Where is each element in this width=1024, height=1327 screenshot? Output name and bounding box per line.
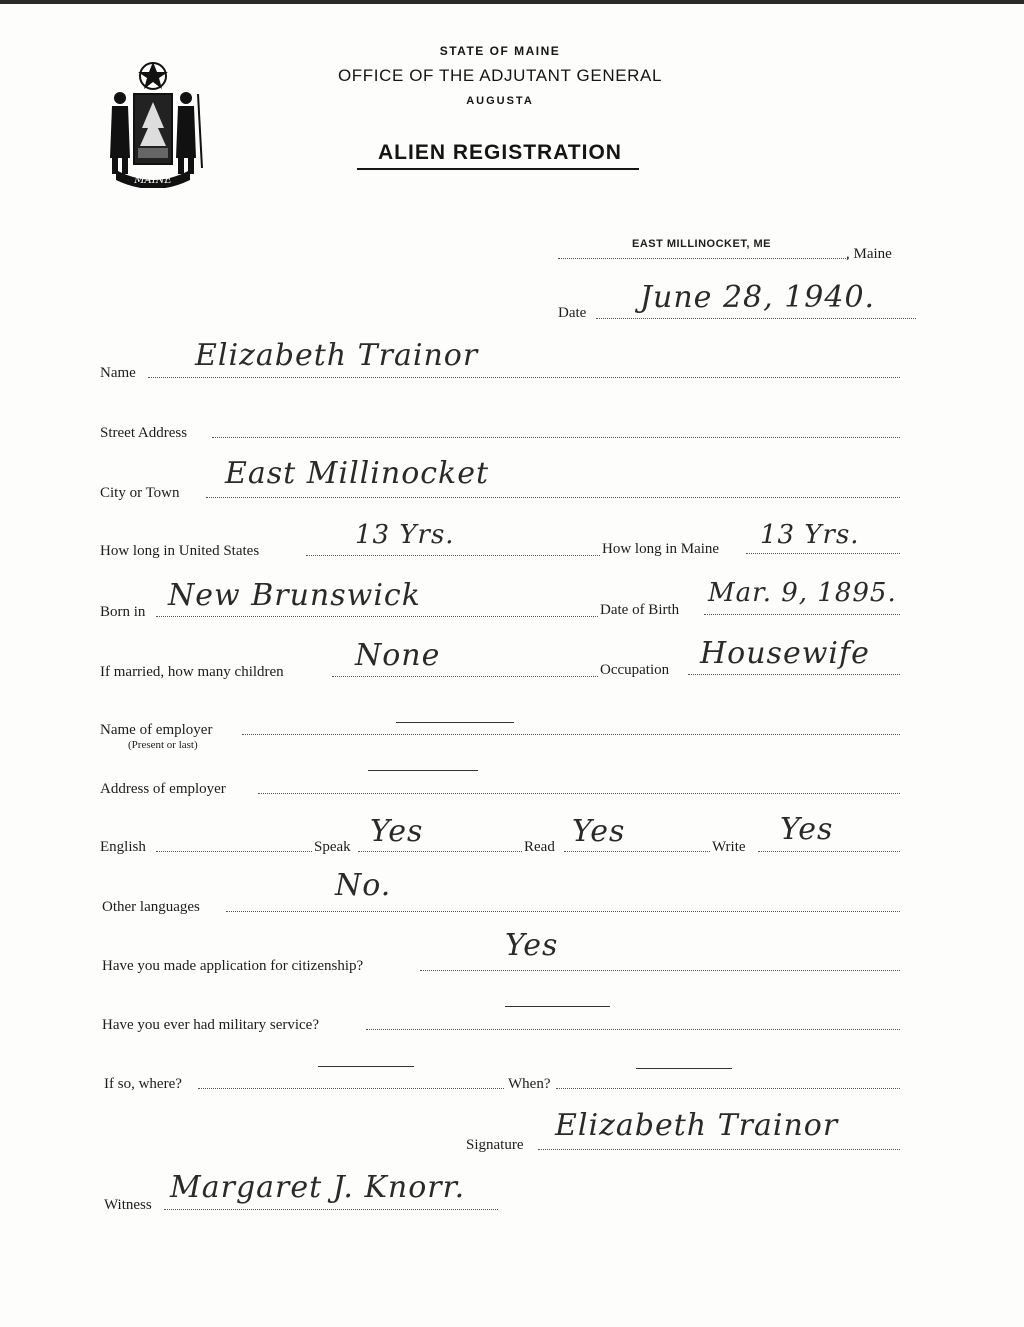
location-stamp: EAST MILLINOCKET, ME xyxy=(632,238,771,250)
signature-label: Signature xyxy=(466,1137,524,1153)
employer-name-line xyxy=(242,734,900,735)
other-languages-label: Other languages xyxy=(102,899,200,915)
read-line xyxy=(564,851,710,852)
date-value[interactable]: June 28, 1940. xyxy=(640,280,876,315)
street-label: Street Address xyxy=(100,425,188,441)
english-line xyxy=(156,851,312,852)
city-value[interactable]: East Millinocket xyxy=(225,456,490,491)
birth-date-value[interactable]: Mar. 9, 1895. xyxy=(708,578,897,608)
when-label: When? xyxy=(508,1076,551,1092)
occupation-value[interactable]: Housewife xyxy=(700,636,870,671)
maine-duration-value[interactable]: 13 Yrs. xyxy=(760,520,860,550)
born-in-line xyxy=(156,616,598,617)
witness-value[interactable]: Margaret J. Knorr. xyxy=(170,1170,466,1205)
name-line xyxy=(148,377,900,378)
employer-address-label: Address of employer xyxy=(100,781,226,797)
location-line xyxy=(558,258,848,259)
page-top-edge xyxy=(0,0,1024,4)
birth-date-label: Date of Birth xyxy=(600,602,680,618)
seal-text: MAINE xyxy=(134,175,172,186)
name-value[interactable]: Elizabeth Trainor xyxy=(195,338,479,373)
speak-value[interactable]: Yes xyxy=(370,814,424,849)
city-line xyxy=(206,497,900,498)
occupation-label: Occupation xyxy=(600,662,670,678)
citizenship-dash xyxy=(505,1006,610,1007)
citizenship-label: Have you made application for citizenship? xyxy=(102,958,364,974)
form-title: ALIEN REGISTRATION xyxy=(378,141,622,164)
write-label: Write xyxy=(712,839,746,855)
name-label: Name xyxy=(100,365,136,381)
maine-duration-line xyxy=(746,553,900,554)
us-duration-value[interactable]: 13 Yrs. xyxy=(355,520,455,550)
citizenship-line xyxy=(420,970,900,971)
street-line xyxy=(212,437,900,438)
employer-address-line xyxy=(258,793,900,794)
read-value[interactable]: Yes xyxy=(572,814,626,849)
header-city: AUGUSTA xyxy=(466,95,534,107)
us-duration-label: How long in United States xyxy=(100,543,260,559)
when-line xyxy=(556,1088,900,1089)
date-line xyxy=(596,318,916,319)
read-label: Read xyxy=(524,839,555,855)
where-dash xyxy=(318,1066,414,1067)
born-in-value[interactable]: New Brunswick xyxy=(168,578,421,613)
children-line xyxy=(332,676,598,677)
military-line xyxy=(366,1029,900,1030)
other-languages-line xyxy=(226,911,900,912)
write-value[interactable]: Yes xyxy=(780,812,834,847)
location-suffix: , Maine xyxy=(846,246,892,262)
other-languages-value[interactable]: No. xyxy=(335,868,392,903)
born-in-label: Born in xyxy=(100,604,146,620)
employer-name-dash xyxy=(396,722,514,723)
signature-value[interactable]: Elizabeth Trainor xyxy=(555,1108,839,1143)
english-label: English xyxy=(100,839,146,855)
signature-line xyxy=(538,1149,900,1150)
when-dash xyxy=(636,1068,732,1069)
us-duration-line xyxy=(306,555,600,556)
date-label: Date xyxy=(558,305,587,321)
write-line xyxy=(758,851,900,852)
speak-line xyxy=(358,851,522,852)
employer-name-label: Name of employer xyxy=(100,722,213,738)
children-value[interactable]: None xyxy=(355,638,441,673)
header-state: STATE OF MAINE xyxy=(439,44,561,58)
citizenship-value[interactable]: Yes xyxy=(505,928,559,963)
header-office: OFFICE OF THE ADJUTANT GENERAL xyxy=(337,66,663,85)
employer-name-sublabel: (Present or last) xyxy=(128,739,198,751)
children-label: If married, how many children xyxy=(100,664,284,680)
city-label: City or Town xyxy=(100,485,180,501)
witness-line xyxy=(164,1209,498,1210)
birth-date-line xyxy=(704,614,900,615)
where-label: If so, where? xyxy=(104,1076,182,1092)
employer-address-dash xyxy=(368,770,478,771)
speak-label: Speak xyxy=(314,839,351,855)
where-line xyxy=(198,1088,504,1089)
title-underline xyxy=(357,168,639,170)
military-label: Have you ever had military service? xyxy=(102,1017,319,1033)
witness-label: Witness xyxy=(104,1197,152,1213)
occupation-line xyxy=(688,674,900,675)
maine-duration-label: How long in Maine xyxy=(602,541,720,557)
